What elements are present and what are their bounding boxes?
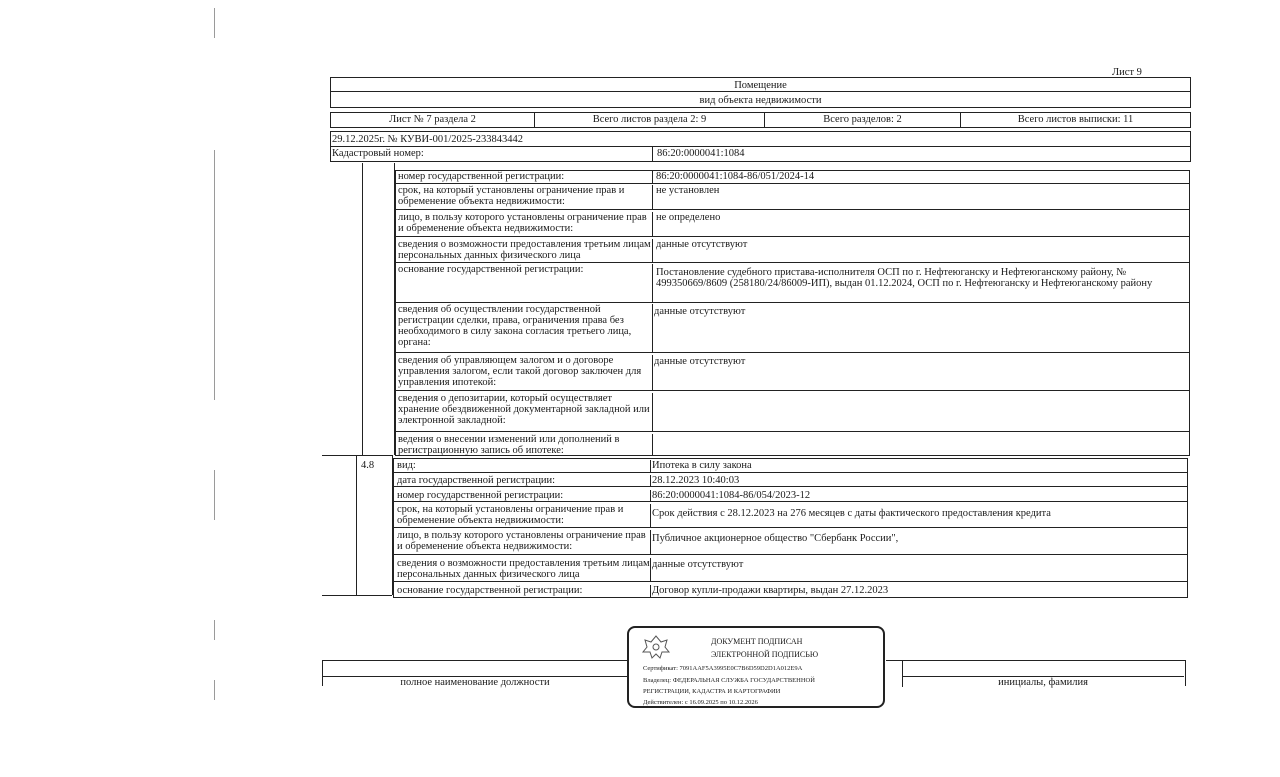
- row-value: не установлен: [656, 185, 720, 196]
- stamp-validity: Действителен: с 16.09.2025 по 10.12.2026: [643, 699, 758, 706]
- scan-mark: [214, 620, 215, 640]
- row-label: сведения об управляющем залогом и о договоре управления залогом, если такой договор заключен для управления ипотекой:: [396, 355, 653, 391]
- row-label: номер государственной регистрации:: [396, 171, 653, 183]
- header-cell-total-sheets-section: Всего листов раздела 2: 9: [535, 113, 765, 127]
- table-row: [395, 390, 1190, 432]
- stamp-line-1: ДОКУМЕНТ ПОДПИСАН: [711, 637, 803, 646]
- table-row: [393, 554, 1188, 582]
- table-row: [395, 170, 1190, 184]
- cadastral-value: 86:20:0000041:1084: [657, 148, 745, 159]
- column-divider: [356, 455, 357, 595]
- table-row: [393, 527, 1188, 555]
- row-label: вид:: [394, 460, 651, 472]
- cadastral-label: Кадастровый номер:: [331, 147, 653, 161]
- footer-name-caption: инициалы, фамилия: [902, 676, 1184, 688]
- table-row: [393, 581, 1188, 598]
- footer-position-caption: полное наименование должности: [323, 676, 627, 688]
- row-divider: [322, 595, 392, 596]
- row-label: сведения об осуществлении государственной регистрации сделки, права, ограничения права без необходимого в силу закона согласия третьего лица, органа:: [396, 304, 653, 352]
- row-value: данные отсутствуют: [652, 559, 744, 570]
- scan-mark: [214, 150, 215, 400]
- row-value: Публичное акционерное общество "Сбербанк России",: [652, 533, 899, 544]
- row-label: лицо, в пользу которого установлены ограничение прав и обременение объекта недвижимости:: [394, 530, 651, 554]
- row-label: ведения о внесении изменений или дополнений в регистрационную запись об ипотеке:: [396, 434, 653, 456]
- row-label: основание государственной регистрации:: [394, 585, 651, 597]
- object-type-caption: вид объекта недвижимости: [330, 91, 1191, 108]
- table-row: [393, 486, 1188, 502]
- row-label: сведения о возможности предоставления третьим лицам персональных данных физического лица: [396, 239, 653, 262]
- row-value: Постановление судебного пристава-исполнителя ОСП по г. Нефтеюганску и Нефтеюганскому району, № 499350669/8609 (258180/24/86009-ИП), выдан 01.12.2024, ОСП по г. Нефтеюганску и Нефтеюганскому району: [656, 267, 1153, 289]
- header-cell-sheet: Лист № 7 раздела 2: [331, 113, 535, 127]
- document-reference: 29.12.2025г. № КУВИ-001/2025-233843442: [330, 131, 1191, 147]
- cadastral-row: [330, 146, 1191, 162]
- row-label: номер государственной регистрации:: [394, 490, 651, 501]
- row-value: данные отсутствуют: [654, 356, 746, 367]
- section-number: 4.8: [361, 460, 375, 471]
- row-value: данные отсутствуют: [654, 306, 746, 317]
- footer-position-cell: [322, 660, 628, 686]
- stamp-owner: Владелец: ФЕДЕРАЛЬНАЯ СЛУЖБА ГОСУДАРСТВЕННОЙ: [643, 677, 815, 684]
- column-divider: [362, 163, 363, 455]
- row-value: 86:20:0000041:1084-86/054/2023-12: [652, 490, 811, 501]
- row-value: не определено: [656, 212, 721, 223]
- row-label: основание государственной регистрации:: [396, 264, 653, 302]
- row-label: дата государственной регистрации:: [394, 475, 651, 486]
- stamp-owner-2: РЕГИСТРАЦИИ, КАДАСТРА И КАРТОГРАФИИ: [643, 688, 781, 695]
- row-value: Срок действия с 28.12.2023 на 276 месяцев с даты фактического предоставления кредита: [652, 508, 1051, 519]
- stamp-line-2: ЭЛЕКТРОННОЙ ПОДПИСЬЮ: [711, 650, 819, 659]
- table-row: [395, 352, 1190, 391]
- table-row: [395, 302, 1190, 353]
- row-value: данные отсутствуют: [656, 239, 748, 250]
- scan-mark: [214, 680, 215, 700]
- row-label: сведения о депозитарии, который осуществляет хранение обездвиженной документарной закладной или электронной закладной:: [396, 393, 653, 432]
- sheet-label: Лист 9: [1112, 67, 1142, 78]
- table-row: [395, 262, 1190, 303]
- scan-mark: [214, 470, 215, 520]
- row-value: 28.12.2023 10:40:03: [652, 475, 740, 486]
- table-row: [395, 183, 1190, 210]
- row-value: Ипотека в силу закона: [652, 460, 752, 471]
- header-row: [330, 112, 1191, 128]
- object-type: Помещение: [330, 77, 1191, 92]
- row-divider: [322, 455, 392, 456]
- table-row: [395, 209, 1190, 237]
- header-cell-total-sections: Всего разделов: 2: [765, 113, 961, 127]
- scan-mark: [214, 8, 215, 38]
- row-label: сведения о возможности предоставления третьим лицам персональных данных физического лица: [394, 558, 651, 581]
- electronic-signature-stamp: [627, 626, 885, 708]
- footer-name-cell: [886, 660, 1186, 686]
- header-cell-total-sheets: Всего листов выписки: 11: [1017, 114, 1134, 125]
- table-row: [395, 431, 1190, 456]
- table-row: [393, 472, 1188, 487]
- table-row: [393, 501, 1188, 528]
- stamp-certificate: Сертификат: 7091AAF5A3995E0C7B6D59D2D1A012E9A: [643, 665, 803, 672]
- emblem-icon: [639, 632, 673, 662]
- row-value: Договор купли-продажи квартиры, выдан 27.12.2023: [652, 585, 889, 596]
- row-label: срок, на который установлены ограничение прав и обременение объекта недвижимости:: [394, 504, 651, 527]
- row-value: 86:20:0000041:1084-86/051/2024-14: [656, 171, 815, 182]
- table-row: [395, 236, 1190, 263]
- row-label: лицо, в пользу которого установлены ограничение прав и обременение объекта недвижимости:: [396, 212, 653, 236]
- table-row: [393, 458, 1188, 473]
- row-label: срок, на который установлены ограничение прав и обременение объекта недвижимости:: [396, 185, 653, 209]
